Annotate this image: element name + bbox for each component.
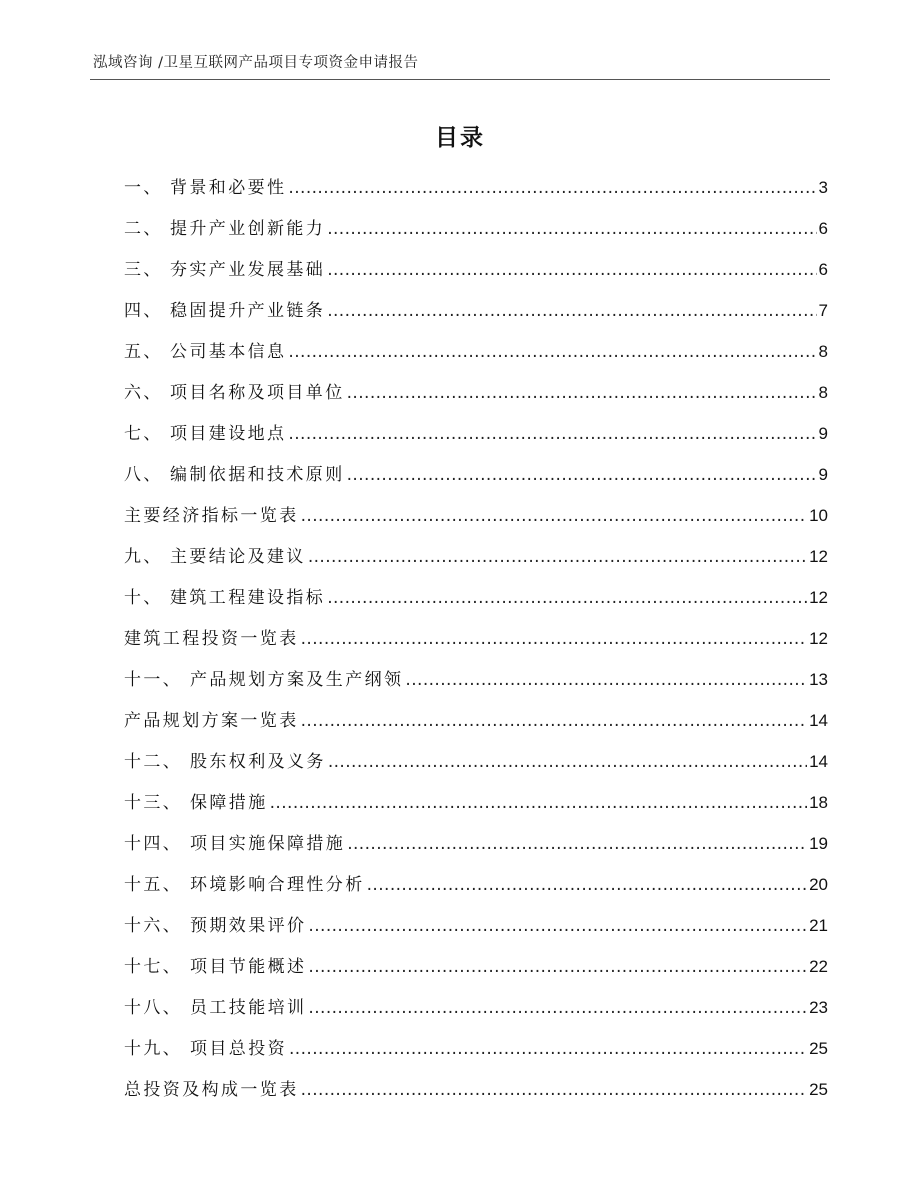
- toc-entry-title: 总投资及构成一览表: [124, 1080, 299, 1100]
- toc-entry-number: 十五、: [124, 875, 183, 895]
- dot-leader: [328, 752, 807, 772]
- toc-entry-title: 提升产业创新能力: [170, 219, 326, 239]
- dot-leader: [288, 178, 816, 198]
- toc-entry-number: 四、: [124, 301, 163, 321]
- toc-entry-label: [124, 911, 306, 936]
- toc-entry-label: [124, 788, 268, 813]
- toc-entry[interactable]: [124, 542, 828, 583]
- dot-leader: [301, 629, 807, 649]
- toc-entry-title: 项目建设地点: [170, 424, 287, 444]
- toc-entry-label: [124, 255, 325, 280]
- toc-entry-title: 项目名称及项目单位: [170, 383, 345, 403]
- toc-entry-page: 12: [809, 588, 828, 607]
- toc-entry[interactable]: [124, 1075, 828, 1116]
- toc-entry[interactable]: [124, 173, 828, 214]
- toc-entry-label: [124, 665, 403, 690]
- dot-leader: [288, 424, 816, 444]
- toc-entry-page: 9: [818, 424, 828, 443]
- toc-entry[interactable]: [124, 460, 828, 501]
- toc-entry-title: 编制依据和技术原则: [170, 465, 345, 485]
- dot-leader: [288, 342, 816, 362]
- toc-entry-page: 18: [809, 793, 828, 812]
- dot-leader: [308, 916, 807, 936]
- toc-entry-title: 建筑工程建设指标: [170, 588, 326, 608]
- table-of-contents: [124, 173, 828, 1116]
- toc-entry-number: 十二、: [124, 752, 183, 772]
- toc-entry-number: 十九、: [124, 1039, 183, 1059]
- dot-leader: [308, 998, 807, 1018]
- dot-leader: [367, 875, 807, 895]
- toc-entry-page: 10: [809, 506, 828, 525]
- toc-entry-number: 二、: [124, 219, 163, 239]
- toc-entry-page: 12: [809, 547, 828, 566]
- toc-entry[interactable]: [124, 706, 828, 747]
- toc-entry[interactable]: [124, 911, 828, 952]
- toc-entry[interactable]: [124, 788, 828, 829]
- toc-entry[interactable]: [124, 501, 828, 542]
- toc-entry-title: 产品规划方案一览表: [124, 711, 299, 731]
- toc-entry[interactable]: [124, 624, 828, 665]
- toc-entry-label: [124, 173, 286, 198]
- toc-entry[interactable]: [124, 419, 828, 460]
- toc-entry-number: 八、: [124, 465, 163, 485]
- toc-entry-page: 22: [809, 957, 828, 976]
- toc-entry-label: [124, 501, 299, 526]
- dot-leader: [327, 260, 816, 280]
- toc-entry-label: [124, 460, 345, 485]
- toc-entry-number: 六、: [124, 383, 163, 403]
- dot-leader: [301, 711, 807, 731]
- toc-entry-title: 稳固提升产业链条: [170, 301, 326, 321]
- toc-entry-page: 25: [809, 1080, 828, 1099]
- toc-entry-title: 产品规划方案及生产纲领: [190, 670, 404, 690]
- toc-entry-label: [124, 583, 325, 608]
- toc-entry-page: 13: [809, 670, 828, 689]
- toc-entry-number: 十三、: [124, 793, 183, 813]
- dot-leader: [308, 547, 807, 567]
- toc-entry-title: 背景和必要性: [170, 178, 287, 198]
- toc-entry-page: 19: [809, 834, 828, 853]
- toc-entry-page: 20: [809, 875, 828, 894]
- toc-entry[interactable]: [124, 747, 828, 788]
- toc-entry-label: [124, 624, 299, 649]
- toc-entry-label: [124, 214, 325, 239]
- dot-leader: [347, 465, 817, 485]
- toc-entry-number: 五、: [124, 342, 163, 362]
- toc-entry-title: 夯实产业发展基础: [170, 260, 326, 280]
- toc-entry[interactable]: [124, 296, 828, 337]
- toc-entry-number: 十四、: [124, 834, 183, 854]
- toc-entry-page: 14: [809, 711, 828, 730]
- toc-entry[interactable]: [124, 952, 828, 993]
- toc-entry-label: [124, 747, 326, 772]
- toc-entry-page: 8: [818, 383, 828, 402]
- toc-entry-label: [124, 1075, 299, 1100]
- dot-leader: [327, 588, 807, 608]
- header-rule: [90, 79, 830, 80]
- toc-entry-page: 25: [809, 1039, 828, 1058]
- dot-leader: [270, 793, 807, 813]
- toc-entry-number: 十、: [124, 588, 163, 608]
- toc-entry-title: 公司基本信息: [170, 342, 287, 362]
- toc-entry-page: 6: [818, 260, 828, 279]
- toc-entry[interactable]: [124, 993, 828, 1034]
- toc-entry-label: [124, 296, 325, 321]
- toc-entry[interactable]: [124, 378, 828, 419]
- toc-title: 目录: [435, 125, 485, 151]
- toc-entry[interactable]: [124, 870, 828, 911]
- toc-entry-title: 项目总投资: [190, 1039, 287, 1059]
- dot-leader: [308, 957, 807, 977]
- toc-entry-title: 项目节能概述: [190, 957, 307, 977]
- toc-entry-number: 九、: [124, 547, 163, 567]
- toc-entry-title: 项目实施保障措施: [190, 834, 346, 854]
- dot-leader: [301, 506, 807, 526]
- toc-entry-number: 十六、: [124, 916, 183, 936]
- toc-entry-title: 环境影响合理性分析: [190, 875, 365, 895]
- toc-entry-number: 十七、: [124, 957, 183, 977]
- dot-leader: [289, 1039, 807, 1059]
- toc-entry-number: 三、: [124, 260, 163, 280]
- toc-entry-label: [124, 829, 345, 854]
- toc-entry-label: [124, 419, 286, 444]
- toc-entry-number: 一、: [124, 178, 163, 198]
- toc-entry-label: [124, 337, 286, 362]
- toc-entry-page: 23: [809, 998, 828, 1017]
- toc-entry-page: 6: [818, 219, 828, 238]
- toc-entry-page: 9: [818, 465, 828, 484]
- toc-entry-title: 员工技能培训: [190, 998, 307, 1018]
- toc-entry-title: 保障措施: [190, 793, 268, 813]
- dot-leader: [405, 670, 807, 690]
- toc-entry-label: [124, 542, 306, 567]
- toc-entry-page: 21: [809, 916, 828, 935]
- dot-leader: [301, 1080, 807, 1100]
- toc-entry-title: 主要经济指标一览表: [124, 506, 299, 526]
- dot-leader: [327, 301, 816, 321]
- toc-entry[interactable]: [124, 829, 828, 870]
- toc-entry-title: 建筑工程投资一览表: [124, 629, 299, 649]
- toc-entry-title: 股东权利及义务: [190, 752, 326, 772]
- dot-leader: [347, 834, 807, 854]
- toc-entry-title: 主要结论及建议: [170, 547, 306, 567]
- dot-leader: [347, 383, 817, 403]
- dot-leader: [327, 219, 816, 239]
- toc-entry-page: 3: [818, 178, 828, 197]
- toc-entry-label: [124, 706, 299, 731]
- toc-entry-number: 七、: [124, 424, 163, 444]
- toc-entry-number: 十一、: [124, 670, 183, 690]
- toc-entry-label: [124, 1034, 287, 1059]
- toc-entry-page: 14: [809, 752, 828, 771]
- toc-entry-title: 预期效果评价: [190, 916, 307, 936]
- toc-entry-label: [124, 993, 306, 1018]
- toc-entry-label: [124, 378, 345, 403]
- toc-entry-page: 12: [809, 629, 828, 648]
- toc-entry[interactable]: [124, 255, 828, 296]
- toc-entry[interactable]: [124, 583, 828, 624]
- toc-entry[interactable]: [124, 337, 828, 378]
- toc-entry-number: 十八、: [124, 998, 183, 1018]
- toc-entry-page: 7: [818, 301, 828, 320]
- toc-entry[interactable]: [124, 665, 828, 706]
- page-header: 泓域咨询 /卫星互联网产品项目专项资金申请报告: [93, 55, 419, 71]
- toc-entry-page: 8: [818, 342, 828, 361]
- toc-entry-label: [124, 870, 365, 895]
- toc-entry[interactable]: [124, 1034, 828, 1075]
- toc-entry-label: [124, 952, 306, 977]
- toc-entry[interactable]: [124, 214, 828, 255]
